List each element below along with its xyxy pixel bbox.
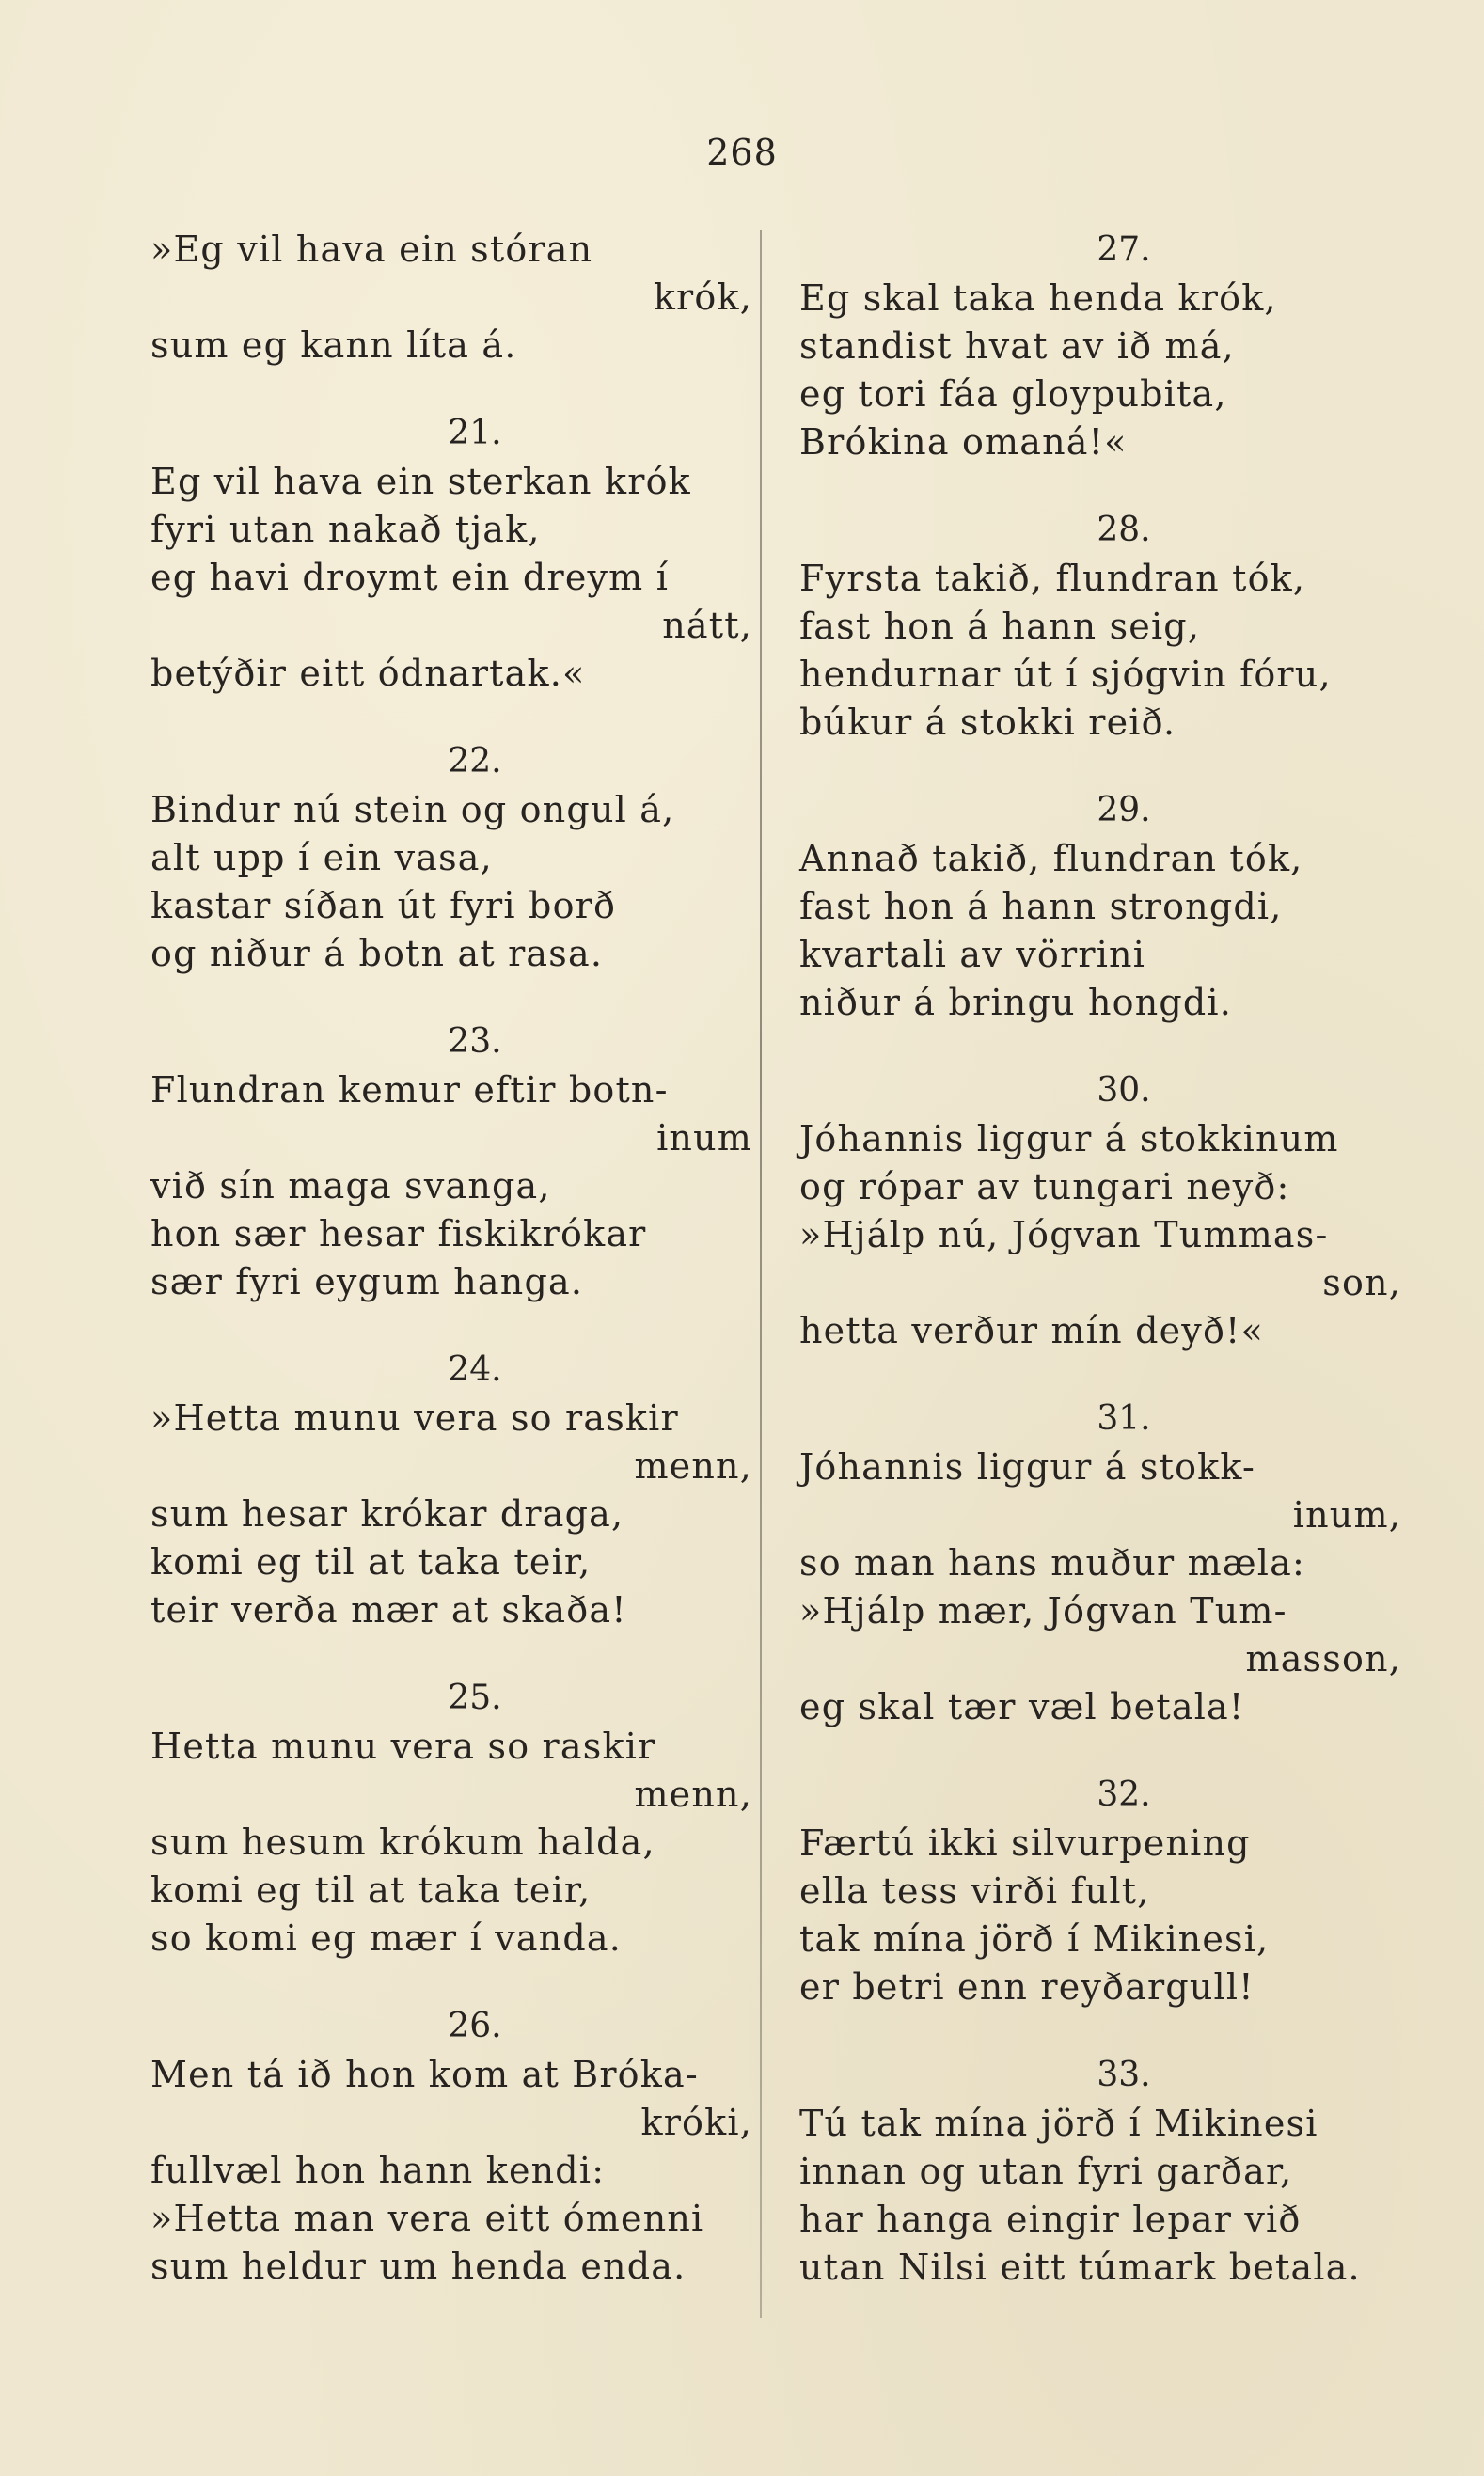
stanza-number: 29.	[1097, 791, 1151, 829]
verse-line: komi eg til at taka teir,	[150, 1869, 592, 1911]
stanza	[150, 2002, 752, 2291]
stanza-number: 31.	[1097, 1399, 1151, 1438]
verse-line: sum heldur um henda enda.	[150, 2246, 687, 2287]
verse-line: Jóhannis liggur á stokk-	[799, 1446, 1256, 1488]
stanza	[150, 1017, 752, 1306]
stanza-number: 26.	[448, 2007, 502, 2045]
stanza-number: 21.	[448, 414, 502, 452]
verse-line: króki,	[640, 2102, 752, 2143]
verse-line: Tú tak mína jörð í Mikinesi	[799, 2103, 1318, 2144]
verse-line: teir verða mær at skaða!	[150, 1589, 627, 1631]
stanza-number: 23.	[448, 1022, 502, 1061]
verse-line: alt upp í ein vasa,	[150, 837, 493, 878]
verse-line: masson,	[1245, 1638, 1401, 1680]
verse-line: hon sær hesar fiskikrókar	[150, 1213, 647, 1254]
stanza-number: 33.	[1097, 2056, 1151, 2094]
verse-line: Færtú ikki silvurpening	[799, 1822, 1251, 1864]
verse-line: Eg skal taka henda krók,	[799, 277, 1277, 319]
verse-line: »Hetta man vera eitt ómenni	[150, 2198, 704, 2239]
verse-line: Bindur nú stein og ongul á,	[150, 789, 675, 830]
verse-line: Jóhannis liggur á stokkinum	[799, 1118, 1339, 1159]
verse-line: fast hon á hann seig,	[799, 606, 1201, 647]
verse-line: Annað takið, flundran tók,	[799, 838, 1303, 879]
verse-line: inum	[656, 1117, 752, 1159]
verse-line: menn,	[634, 1774, 752, 1815]
verse-line: og rópar av tungari neyð:	[799, 1166, 1290, 1207]
verse-line: er betri enn reyðargull!	[799, 1966, 1255, 2008]
verse-line: standist hvat av ið má,	[799, 325, 1235, 367]
verse-line: fyri utan nakað tjak,	[150, 509, 541, 550]
verse-line: hendurnar út í sjógvin fóru,	[799, 654, 1332, 695]
verse-line: Flundran kemur eftir botn-	[150, 1069, 669, 1111]
verse-line: kastar síðan út fyri borð	[150, 885, 617, 926]
stanza	[799, 786, 1401, 1027]
verse-line: fast hon á hann strongdi,	[799, 886, 1283, 927]
verse-line: krók,	[653, 276, 752, 318]
verse-line: betýðir eitt ódnartak.«	[150, 653, 586, 694]
verse-line: Brókina omaná!«	[799, 421, 1128, 463]
verse-line: menn,	[634, 1445, 752, 1487]
stanza	[799, 2051, 1401, 2292]
stanza	[150, 409, 752, 698]
verse-line: eg havi droymt ein dreym í	[150, 557, 670, 598]
verse-line: Eg vil hava ein sterkan krók	[150, 461, 691, 502]
verse-line: Men tá ið hon kom at Bróka-	[150, 2054, 699, 2095]
verse-line: utan Nilsi eitt túmark betala.	[799, 2247, 1361, 2288]
stanza	[150, 737, 752, 978]
verse-line: Fyrsta takið, flundran tók,	[799, 558, 1306, 599]
verse-line: »Eg vil hava ein stóran	[150, 229, 593, 270]
stanza	[799, 1395, 1401, 1731]
verse-line: inum,	[1292, 1494, 1401, 1536]
column-divider	[760, 230, 762, 2318]
verse-line: sum hesum krókum halda,	[150, 1822, 655, 1863]
verse-line: fullvæl hon hann kendi:	[150, 2150, 606, 2191]
verse-line: og niður á botn at rasa.	[150, 933, 604, 974]
verse-line: nátt,	[662, 605, 752, 646]
verse-line: við sín maga svanga,	[150, 1165, 551, 1206]
right-column	[799, 226, 1401, 2331]
stanza-number: 32.	[1097, 1775, 1151, 1814]
verse-line: »Hetta munu vera so raskir	[150, 1397, 679, 1439]
verse-line: innan og utan fyri garðar,	[799, 2151, 1293, 2192]
stanza	[799, 1066, 1401, 1355]
verse-line: eg tori fáa gloypubita,	[799, 373, 1227, 415]
verse-line: ella tess virði fult,	[799, 1870, 1150, 1912]
stanza-number: 28.	[1097, 511, 1151, 549]
verse-line: eg skal tær væl betala!	[799, 1686, 1245, 1727]
verse-line: »Hjálp nú, Jógvan Tummas-	[799, 1214, 1329, 1255]
verse-line: kvartali av vörrini	[799, 934, 1146, 975]
verse-line: búkur á stokki reið.	[799, 702, 1176, 743]
stanza-number: 27.	[1097, 230, 1151, 269]
stanza	[150, 1346, 752, 1634]
stanza-number: 24.	[448, 1350, 502, 1389]
verse-line: Hetta munu vera so raskir	[150, 1726, 656, 1767]
stanza-number: 30.	[1097, 1071, 1151, 1110]
page-number: 268	[706, 132, 778, 173]
verse-line: hetta verður mín deyð!«	[799, 1310, 1264, 1351]
stanza	[799, 506, 1401, 747]
left-column	[150, 226, 752, 2330]
stanza-number: 22.	[448, 742, 502, 781]
verse-line: »Hjálp mær, Jógvan Tum-	[799, 1590, 1287, 1632]
verse-line: sum eg kann líta á.	[150, 324, 517, 366]
verse-line: so komi eg mær í vanda.	[150, 1917, 623, 1959]
stanza	[150, 1674, 752, 1963]
stanza-number: 25.	[448, 1679, 502, 1717]
verse-line: sum hesar krókar draga,	[150, 1493, 624, 1535]
stanza	[799, 226, 1401, 466]
verse-line: har hanga eingir lepar við	[799, 2199, 1302, 2240]
verse-line: tak mína jörð í Mikinesi,	[799, 1918, 1270, 1960]
stanza	[150, 226, 752, 370]
verse-line: sær fyri eygum hanga.	[150, 1261, 584, 1302]
stanza	[799, 1771, 1401, 2011]
verse-line: niður á bringu hongdi.	[799, 982, 1233, 1023]
verse-line: so man hans muður mæla:	[799, 1542, 1305, 1584]
verse-line: son,	[1322, 1262, 1401, 1303]
verse-line: komi eg til at taka teir,	[150, 1541, 592, 1583]
